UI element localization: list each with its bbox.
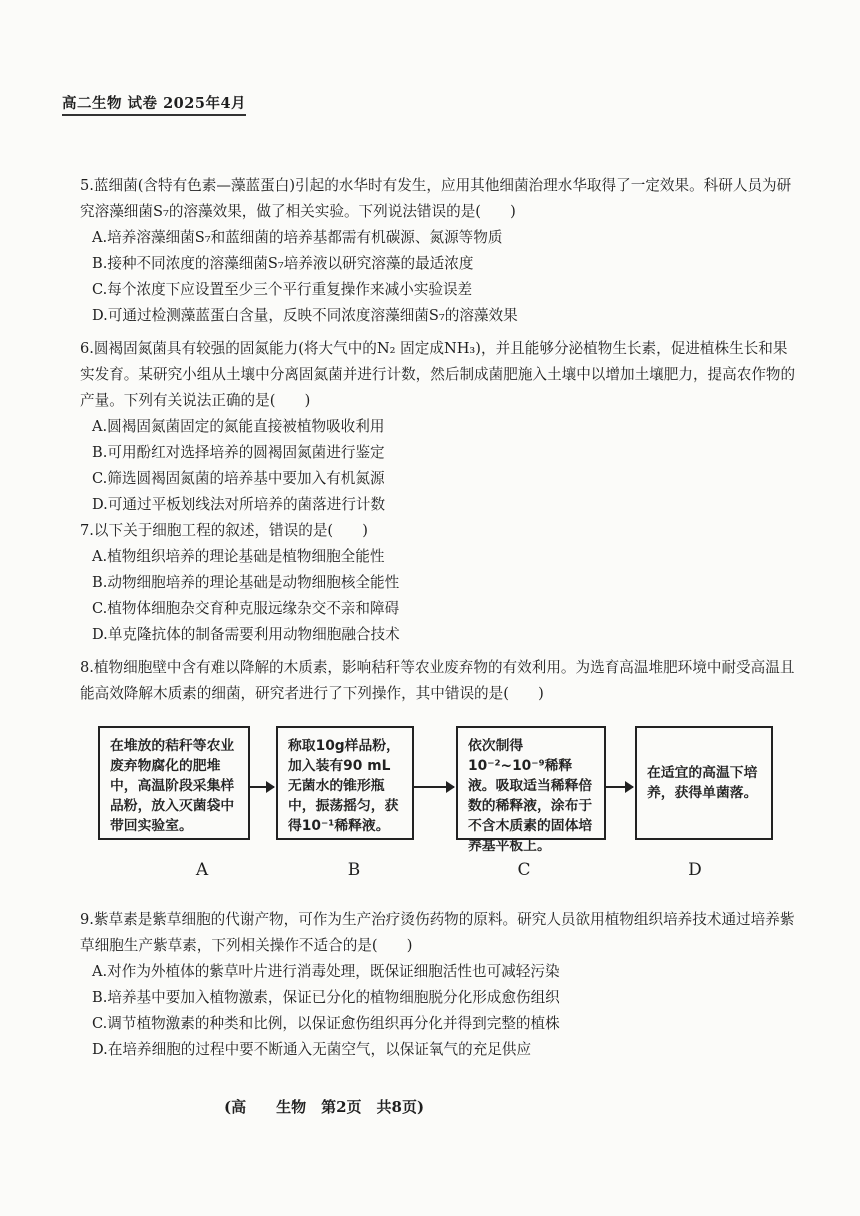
flow-box-a: 在堆放的秸秆等农业废弃物腐化的肥堆中，高温阶段采集样品粉，放入灭菌袋中带回实验室。 [98, 726, 250, 840]
option-c: C.调节植物激素的种类和比例，以保证愈伤组织再分化并得到完整的植株 [92, 1015, 560, 1032]
option-c: C.筛选圆褐固氮菌的培养基中要加入有机氮源 [92, 470, 385, 487]
flow-box-d [635, 726, 773, 840]
page-footer: (高 生物 第2页 共8页) [224, 1098, 425, 1116]
option-a: A.植物组织培养的理论基础是植物细胞全能性 [92, 548, 385, 565]
option-d: D.可通过平板划线法对所培养的菌落进行计数 [92, 496, 386, 513]
option-b: B.可用酚红对选择培养的圆褐固氮菌进行鉴定 [92, 444, 385, 461]
question-5 [80, 173, 800, 329]
option-d: D.在培养细胞的过程中要不断通入无菌空气，以保证氧气的充足供应 [92, 1041, 532, 1058]
option-d: D.可通过检测藻蓝蛋白含量，反映不同浓度溶藻细菌S₇的溶藻效果 [92, 307, 518, 324]
question-6 [80, 336, 800, 518]
option-a: A.培养溶藻细菌S₇和蓝细菌的培养基都需有机碳源、氮源等物质 [92, 229, 503, 246]
flow-box-b: 称取10g样品粉，加入装有90 mL无菌水的锥形瓶中，振荡摇匀，获得10⁻¹稀释液。 [276, 726, 414, 840]
option-d: D.单克隆抗体的制备需要利用动物细胞融合技术 [92, 626, 400, 643]
flow-label-c: C [517, 860, 531, 880]
flow-label-b: B [347, 860, 361, 880]
option-c: C.每个浓度下应设置至少三个平行重复操作来减小实验误差 [92, 281, 473, 298]
page-header: 高二生物 试卷 2025年4月 [62, 92, 246, 116]
arrow-right-icon [250, 786, 274, 788]
question-9 [80, 907, 800, 1063]
flow-label-a: A [195, 860, 209, 880]
arrow-right-icon [606, 786, 633, 788]
option-b: B.接种不同浓度的溶藻细菌S₇培养液以研究溶藻的最适浓度 [92, 255, 474, 272]
question-stem: 8.植物细胞壁中含有难以降解的木质素，影响秸秆等农业废弃物的有效利用。为选育高温堆肥环境中耐受高温且能高效降解木质素的细菌，研究者进行了下列操作，其中错误的是( ) [80, 659, 795, 702]
option-a: A.对作为外植体的紫草叶片进行消毒处理，既保证细胞活性也可减轻污染 [92, 963, 560, 980]
option-a: A.圆褐固氮菌固定的氮能直接被植物吸收利用 [92, 418, 385, 435]
option-b: B.培养基中要加入植物激素，保证已分化的植物细胞脱分化形成愈伤组织 [92, 989, 560, 1006]
question-stem: 5.蓝细菌(含特有色素—藻蓝蛋白)引起的水华时有发生，应用其他细菌治理水华取得了一定效果。科研人员为研究溶藻细菌S₇的溶藻效果，做了相关实验。下列说法错误的是( ) [80, 177, 792, 220]
question-8 [80, 655, 800, 707]
question-7 [80, 518, 800, 648]
question-stem: 7.以下关于细胞工程的叙述，错误的是( ) [80, 522, 369, 539]
option-b: B.动物细胞培养的理论基础是动物细胞核全能性 [92, 574, 400, 591]
question-stem: 9.紫草素是紫草细胞的代谢产物，可作为生产治疗烫伤药物的原料。研究人员欲用植物组织培养技术通过培养紫草细胞生产紫草素，下列相关操作不适合的是( ) [80, 911, 795, 954]
flow-box-c: 依次制得10⁻²~10⁻⁹稀释液。吸取适当稀释倍数的稀释液，涂布于不含木质素的固体培养基平板上。 [456, 726, 606, 840]
flow-box-d-text: 在适宜的高温下培养，获得单菌落。 [647, 765, 758, 801]
flow-label-d: D [688, 860, 702, 880]
question-stem: 6.圆褐固氮菌具有较强的固氮能力(将大气中的N₂ 固定成NH₃)，并且能够分泌植物生长素，促进植株生长和果实发育。某研究小组从土壤中分离固氮菌并进行计数，然后制成菌肥施入土壤中以增加土壤肥力，提高农作物的产量。下列有关说法正确的是( ) [80, 340, 796, 409]
option-c: C.植物体细胞杂交育种克服远缘杂交不亲和障碍 [92, 600, 400, 617]
arrow-right-icon [414, 786, 454, 788]
procedure-flowchart [98, 726, 778, 886]
